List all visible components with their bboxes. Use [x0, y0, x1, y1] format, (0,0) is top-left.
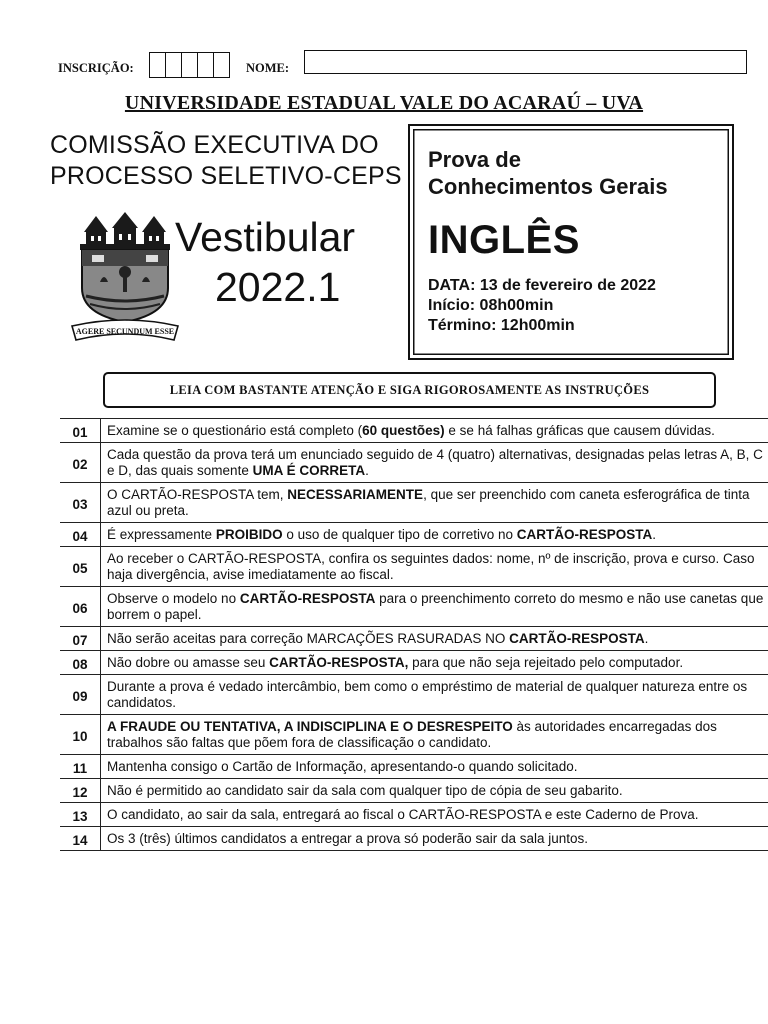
exam-end-time: Término: 12h00min	[428, 317, 575, 334]
exam-info-box	[408, 124, 734, 360]
commission-line-1: COMISSÃO EXECUTIVA DO	[50, 131, 379, 159]
nome-field[interactable]	[304, 50, 747, 74]
inscricao-digit-box[interactable]	[149, 52, 166, 78]
instruction-text-bold: 60 questões)	[362, 423, 445, 438]
instruction-number: 14	[72, 832, 88, 848]
instruction-text-part: o uso de qualquer tipo de corretivo no	[282, 527, 517, 542]
instruction-text-bold: CARTÃO-RESPOSTA	[516, 527, 653, 542]
instruction-row	[60, 442, 768, 482]
instruction-text-part: , que ser preenchido com caneta esferográfica de tinta azul ou preta.	[107, 487, 750, 518]
instruction-text-part: Não dobre ou amasse seu	[107, 655, 270, 670]
instruction-text	[100, 523, 768, 546]
inscricao-boxes[interactable]	[150, 52, 230, 78]
instruction-number: 02	[72, 456, 88, 472]
instruction-text-part: O CARTÃO-RESPOSTA tem,	[107, 487, 288, 502]
instruction-text-part: Examine se o questionário está completo (	[107, 423, 363, 438]
instruction-text-part: Os 3 (três) últimos candidatos a entregar a prova só poderão sair da sala juntos.	[107, 831, 589, 846]
instruction-text-part: Não é permitido ao candidato sair da sala com qualquer tipo de cópia de seu gabarito.	[107, 783, 623, 798]
instruction-row	[60, 826, 768, 851]
instruction-text-part: Durante a prova é vedado intercâmbio, bem como o empréstimo de material de qualquer natureza entre os candidatos.	[107, 679, 748, 710]
instruction-row	[60, 626, 768, 650]
instruction-text-part: Cada questão da prova terá um enunciado seguido de 4 (quatro) alternativas, designadas pelas letras A, B, C e D, das quais somente	[107, 447, 763, 478]
instruction-text-part: Ao receber o CARTÃO-RESPOSTA, confira os seguintes dados: nome, nº de inscrição, prova e curso. Caso haja divergência, avise imediatamente ao fiscal.	[107, 551, 755, 582]
instruction-row	[60, 482, 768, 522]
instruction-text	[100, 827, 768, 850]
instruction-number: 10	[72, 728, 88, 744]
instruction-row	[60, 714, 768, 754]
instruction-text	[100, 675, 768, 714]
instruction-text-part: Observe o modelo no	[107, 591, 240, 606]
instruction-text-part: É expressamente	[107, 527, 216, 542]
inscricao-digit-box[interactable]	[213, 52, 230, 78]
instruction-row	[60, 802, 768, 826]
instruction-text	[100, 443, 768, 482]
instruction-text	[100, 651, 768, 674]
instructions-banner: LEIA COM BASTANTE ATENÇÃO E SIGA RIGOROSAMENTE AS INSTRUÇÕES	[103, 372, 716, 408]
instruction-text-part: Mantenha consigo o Cartão de Informação, apresentando-o quando solicitado.	[107, 759, 578, 774]
exam-subject: INGLÊS	[428, 218, 580, 262]
inscricao-digit-box[interactable]	[165, 52, 182, 78]
instruction-text-bold: NECESSARIAMENTE	[287, 487, 424, 502]
instruction-text	[100, 547, 768, 586]
commission-title	[50, 130, 402, 192]
instruction-row	[60, 674, 768, 714]
university-title: UNIVERSIDADE ESTADUAL VALE DO ACARAÚ – UVA	[124, 92, 644, 114]
instruction-text-bold: CARTÃO-RESPOSTA,	[269, 655, 409, 670]
instruction-text-bold: UMA É CORRETA	[252, 463, 366, 478]
instruction-row	[60, 778, 768, 802]
instruction-text-part: .	[652, 527, 657, 542]
instruction-text-bold: A FRAUDE OU TENTATIVA, A INDISCIPLINA E O DESRESPEITO	[107, 719, 513, 734]
exam-date: DATA: 13 de fevereiro de 2022	[428, 277, 656, 294]
instruction-number: 08	[72, 656, 88, 672]
instruction-text-part: às autoridades encarregadas dos trabalhos são faltas que põem fora de classificação o candidato.	[107, 719, 717, 750]
instruction-text-part: .	[644, 631, 649, 646]
inscricao-digit-box[interactable]	[181, 52, 198, 78]
vestibular-year: 2022.1	[215, 264, 341, 310]
instruction-number: 13	[72, 808, 88, 824]
instruction-number: 03	[72, 496, 88, 512]
crest-motto: AGERE SECUNDUM ESSE	[75, 327, 175, 336]
instruction-number: 05	[72, 560, 88, 576]
university-crest-icon	[70, 210, 180, 345]
instruction-text	[100, 755, 768, 778]
instruction-row	[60, 650, 768, 674]
instruction-number: 01	[72, 424, 88, 440]
instruction-number: 07	[72, 632, 88, 648]
instruction-text	[100, 779, 768, 802]
instruction-text	[100, 483, 768, 522]
instruction-number: 06	[72, 600, 88, 616]
exam-schedule	[428, 276, 656, 336]
vestibular-title: Vestibular	[175, 214, 356, 260]
instructions-table	[60, 418, 768, 851]
instruction-text	[100, 627, 768, 650]
inscricao-digit-box[interactable]	[197, 52, 214, 78]
instruction-text	[100, 803, 768, 826]
instruction-row	[60, 522, 768, 546]
instruction-number: 04	[72, 528, 88, 544]
instruction-text-part: para o preenchimento correto do mesmo e não use canetas que borrem o papel.	[107, 591, 764, 622]
exam-name	[428, 146, 668, 200]
instruction-text-part: Não serão aceitas para correção MARCAÇÕES RASURADAS NO	[107, 631, 510, 646]
commission-line-2: PROCESSO SELETIVO-CEPS	[50, 162, 402, 190]
instruction-text-part: .	[365, 463, 369, 478]
instruction-number: 12	[72, 784, 88, 800]
instruction-row	[60, 418, 768, 442]
instruction-text-bold: CARTÃO-RESPOSTA	[509, 631, 645, 646]
exam-start-time: Início: 08h00min	[428, 297, 554, 314]
exam-name-line-1: Prova de	[428, 147, 521, 172]
instruction-row	[60, 754, 768, 778]
instruction-row	[60, 546, 768, 586]
instruction-text	[100, 587, 768, 626]
instruction-text-part: O candidato, ao sair da sala, entregará ao fiscal o CARTÃO-RESPOSTA e este Caderno de Prova.	[107, 807, 699, 822]
inscricao-label: INSCRIÇÃO:	[58, 61, 134, 75]
instruction-text-part: e se há falhas gráficas que causem dúvidas.	[444, 423, 715, 438]
instruction-number: 11	[72, 760, 88, 776]
instruction-text	[100, 715, 768, 754]
nome-label: NOME:	[246, 61, 290, 75]
instruction-text-bold: PROIBIDO	[215, 527, 283, 542]
instruction-number: 09	[72, 688, 88, 704]
instruction-row	[60, 586, 768, 626]
instruction-text-part: para que não seja rejeitado pelo computador.	[408, 655, 684, 670]
instruction-text	[100, 419, 768, 442]
exam-name-line-2: Conhecimentos Gerais	[428, 174, 668, 199]
instruction-text-bold: CARTÃO-RESPOSTA	[239, 591, 376, 606]
